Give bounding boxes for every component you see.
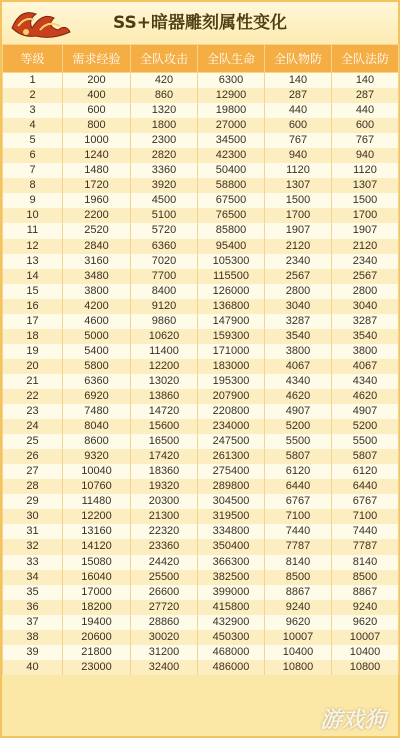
cell-required-exp: 1960 [63,193,131,208]
cell-team-magic-def: 7440 [332,524,399,539]
cell-team-magic-def: 10800 [332,660,399,675]
cell-team-hp: 115500 [198,269,265,284]
cell-team-phys-def: 4340 [265,374,332,389]
table-row [3,223,399,238]
cell-team-magic-def: 1307 [332,178,399,193]
cell-required-exp: 600 [63,103,131,118]
cell-team-phys-def: 600 [265,118,332,133]
cell-team-magic-def: 767 [332,133,399,148]
cell-required-exp: 6360 [63,374,131,389]
cell-level: 27 [3,464,63,479]
table-row [3,344,399,359]
table-row [3,615,399,630]
table-header-row [3,45,399,73]
cell-team-hp: 6300 [198,73,265,89]
cell-team-phys-def: 7787 [265,539,332,554]
cell-team-hp: 95400 [198,239,265,254]
table-row [3,133,399,148]
cell-team-attack: 9860 [131,314,198,329]
cell-team-phys-def: 2567 [265,269,332,284]
cell-team-magic-def: 440 [332,103,399,118]
cell-team-phys-def: 7100 [265,509,332,524]
cell-team-magic-def: 2800 [332,284,399,299]
cell-team-magic-def: 5807 [332,449,399,464]
cell-team-magic-def: 3287 [332,314,399,329]
cell-level: 30 [3,509,63,524]
cell-team-attack: 16500 [131,434,198,449]
cell-team-phys-def: 1500 [265,193,332,208]
cell-level: 37 [3,615,63,630]
cell-team-magic-def: 4620 [332,389,399,404]
cell-team-phys-def: 6440 [265,479,332,494]
cell-required-exp: 200 [63,73,131,89]
cell-team-attack: 1800 [131,118,198,133]
cell-team-attack: 24420 [131,555,198,570]
cell-team-attack: 23360 [131,539,198,554]
cell-team-hp: 183000 [198,359,265,374]
cell-team-attack: 13860 [131,389,198,404]
cell-level: 23 [3,404,63,419]
cell-team-phys-def: 2340 [265,254,332,269]
cell-team-phys-def: 4067 [265,359,332,374]
cell-team-magic-def: 8140 [332,555,399,570]
cell-required-exp: 5400 [63,344,131,359]
cell-team-attack: 2820 [131,148,198,163]
cell-team-hp: 159300 [198,329,265,344]
cell-team-attack: 25500 [131,570,198,585]
cell-level: 25 [3,434,63,449]
cell-level: 2 [3,88,63,103]
cell-required-exp: 17000 [63,585,131,600]
cell-team-attack: 860 [131,88,198,103]
cell-team-hp: 19800 [198,103,265,118]
cell-team-hp: 261300 [198,449,265,464]
table-row [3,359,399,374]
cell-required-exp: 12200 [63,509,131,524]
cell-level: 21 [3,374,63,389]
cell-team-attack: 11400 [131,344,198,359]
cell-team-magic-def: 5200 [332,419,399,434]
cell-level: 9 [3,193,63,208]
cell-team-hp: 319500 [198,509,265,524]
cell-level: 24 [3,419,63,434]
cell-team-phys-def: 1120 [265,163,332,178]
cell-team-hp: 220800 [198,404,265,419]
cell-team-attack: 26600 [131,585,198,600]
table-body [3,73,399,675]
cell-team-attack: 12200 [131,359,198,374]
cell-team-magic-def: 600 [332,118,399,133]
cell-team-magic-def: 4340 [332,374,399,389]
cell-team-attack: 5720 [131,223,198,238]
cell-required-exp: 11480 [63,494,131,509]
cell-team-attack: 5100 [131,208,198,223]
cell-team-magic-def: 1700 [332,208,399,223]
cell-team-magic-def: 2567 [332,269,399,284]
cell-level: 29 [3,494,63,509]
table-row [3,404,399,419]
cell-required-exp: 1480 [63,163,131,178]
cell-team-attack: 7700 [131,269,198,284]
cell-required-exp: 6920 [63,389,131,404]
cell-team-magic-def: 10007 [332,630,399,645]
table-row [3,585,399,600]
cell-level: 13 [3,254,63,269]
cell-required-exp: 3160 [63,254,131,269]
cell-team-magic-def: 287 [332,88,399,103]
header-required-exp: 需求经验 [63,45,131,73]
cell-team-hp: 366300 [198,555,265,570]
cell-team-hp: 468000 [198,645,265,660]
cell-level: 15 [3,284,63,299]
cell-team-attack: 9120 [131,299,198,314]
cell-level: 17 [3,314,63,329]
cell-team-hp: 432900 [198,615,265,630]
cell-level: 40 [3,660,63,675]
cell-team-phys-def: 940 [265,148,332,163]
cell-team-phys-def: 3040 [265,299,332,314]
table-row [3,509,399,524]
cell-team-hp: 195300 [198,374,265,389]
cell-team-magic-def: 6767 [332,494,399,509]
cell-level: 22 [3,389,63,404]
cell-team-phys-def: 3287 [265,314,332,329]
cell-team-attack: 420 [131,73,198,89]
cell-team-magic-def: 3540 [332,329,399,344]
cell-team-magic-def: 4907 [332,404,399,419]
table-row [3,524,399,539]
cell-team-attack: 2300 [131,133,198,148]
cell-team-hp: 247500 [198,434,265,449]
table-row [3,88,399,103]
cell-team-phys-def: 140 [265,73,332,89]
cell-team-hp: 304500 [198,494,265,509]
cell-required-exp: 800 [63,118,131,133]
cell-team-phys-def: 4907 [265,404,332,419]
table-row [3,254,399,269]
cell-team-attack: 6360 [131,239,198,254]
header-team-hp: 全队生命 [198,45,265,73]
cell-required-exp: 18200 [63,600,131,615]
cell-team-attack: 17420 [131,449,198,464]
table-row [3,314,399,329]
table-row [3,374,399,389]
cell-team-attack: 10620 [131,329,198,344]
cell-team-phys-def: 5807 [265,449,332,464]
table-row [3,178,399,193]
cell-required-exp: 14120 [63,539,131,554]
cell-team-attack: 1320 [131,103,198,118]
cell-team-phys-def: 9240 [265,600,332,615]
cell-team-hp: 85800 [198,223,265,238]
cell-level: 31 [3,524,63,539]
cell-team-attack: 28860 [131,615,198,630]
table-row [3,239,399,254]
cell-team-hp: 350400 [198,539,265,554]
table-row [3,73,399,89]
cell-team-magic-def: 10400 [332,645,399,660]
cell-required-exp: 400 [63,88,131,103]
cell-team-phys-def: 8140 [265,555,332,570]
attribute-table [2,44,399,675]
cell-team-magic-def: 7100 [332,509,399,524]
cell-required-exp: 2840 [63,239,131,254]
table-row [3,539,399,554]
cell-team-attack: 3920 [131,178,198,193]
cell-required-exp: 2520 [63,223,131,238]
cell-team-magic-def: 1907 [332,223,399,238]
table-row [3,269,399,284]
cell-team-phys-def: 10800 [265,660,332,675]
cell-level: 19 [3,344,63,359]
cell-team-attack: 4500 [131,193,198,208]
cell-team-hp: 334800 [198,524,265,539]
cell-team-magic-def: 6120 [332,464,399,479]
cell-team-magic-def: 3800 [332,344,399,359]
cell-level: 28 [3,479,63,494]
cell-team-phys-def: 1907 [265,223,332,238]
cell-team-phys-def: 5200 [265,419,332,434]
cell-team-attack: 22320 [131,524,198,539]
cell-required-exp: 9320 [63,449,131,464]
cell-required-exp: 15080 [63,555,131,570]
cell-required-exp: 1240 [63,148,131,163]
cell-team-hp: 289800 [198,479,265,494]
cell-required-exp: 2200 [63,208,131,223]
cell-team-hp: 67500 [198,193,265,208]
cell-level: 39 [3,645,63,660]
cell-required-exp: 4600 [63,314,131,329]
cell-level: 18 [3,329,63,344]
cell-team-attack: 14720 [131,404,198,419]
cell-level: 3 [3,103,63,118]
cell-team-magic-def: 9620 [332,615,399,630]
header-team-phys-def: 全队物防 [265,45,332,73]
cell-team-attack: 27720 [131,600,198,615]
cell-level: 33 [3,555,63,570]
cell-team-hp: 58800 [198,178,265,193]
cell-team-hp: 450300 [198,630,265,645]
cell-team-phys-def: 767 [265,133,332,148]
cell-team-magic-def: 1500 [332,193,399,208]
cell-team-phys-def: 10400 [265,645,332,660]
cell-level: 36 [3,600,63,615]
cell-team-attack: 3360 [131,163,198,178]
cell-team-magic-def: 5500 [332,434,399,449]
cell-team-magic-def: 2340 [332,254,399,269]
cell-team-phys-def: 287 [265,88,332,103]
table-row [3,299,399,314]
cell-team-magic-def: 7787 [332,539,399,554]
cell-team-attack: 20300 [131,494,198,509]
cell-required-exp: 3800 [63,284,131,299]
cell-required-exp: 5000 [63,329,131,344]
cell-required-exp: 20600 [63,630,131,645]
cell-team-phys-def: 1700 [265,208,332,223]
cell-team-magic-def: 8500 [332,570,399,585]
cell-team-magic-def: 940 [332,148,399,163]
cell-level: 11 [3,223,63,238]
table-row [3,103,399,118]
cell-team-phys-def: 6767 [265,494,332,509]
table-row [3,645,399,660]
cell-level: 8 [3,178,63,193]
cell-team-magic-def: 9240 [332,600,399,615]
cell-team-hp: 50400 [198,163,265,178]
cell-team-phys-def: 3800 [265,344,332,359]
cell-required-exp: 16040 [63,570,131,585]
cell-team-attack: 15600 [131,419,198,434]
cell-level: 14 [3,269,63,284]
cell-level: 35 [3,585,63,600]
table-row [3,148,399,163]
table-row [3,630,399,645]
table-row [3,494,399,509]
table-row [3,449,399,464]
cell-team-attack: 8400 [131,284,198,299]
table-row [3,555,399,570]
cell-team-attack: 13020 [131,374,198,389]
table-row [3,479,399,494]
cell-team-phys-def: 2800 [265,284,332,299]
cell-team-phys-def: 2120 [265,239,332,254]
table-row [3,284,399,299]
table-row [3,570,399,585]
cell-team-magic-def: 3040 [332,299,399,314]
cell-level: 10 [3,208,63,223]
cell-team-hp: 234000 [198,419,265,434]
header-team-attack: 全队攻击 [131,45,198,73]
cell-team-magic-def: 6440 [332,479,399,494]
cell-required-exp: 23000 [63,660,131,675]
cell-team-hp: 382500 [198,570,265,585]
cell-team-hp: 486000 [198,660,265,675]
cell-required-exp: 3480 [63,269,131,284]
cell-team-phys-def: 5500 [265,434,332,449]
cell-team-phys-def: 10007 [265,630,332,645]
cell-team-attack: 7020 [131,254,198,269]
cell-level: 38 [3,630,63,645]
cell-team-attack: 21300 [131,509,198,524]
cell-required-exp: 7480 [63,404,131,419]
cell-team-magic-def: 1120 [332,163,399,178]
cell-level: 5 [3,133,63,148]
table-row [3,193,399,208]
table-row [3,434,399,449]
cell-team-hp: 34500 [198,133,265,148]
table-row [3,600,399,615]
cell-level: 16 [3,299,63,314]
header [2,2,398,44]
cell-level: 32 [3,539,63,554]
cell-level: 7 [3,163,63,178]
cell-team-attack: 32400 [131,660,198,675]
table-row [3,389,399,404]
cell-team-phys-def: 440 [265,103,332,118]
header-team-magic-def: 全队法防 [332,45,399,73]
cell-team-hp: 136800 [198,299,265,314]
cell-team-phys-def: 9620 [265,615,332,630]
table-row [3,464,399,479]
cell-team-hp: 147900 [198,314,265,329]
cell-team-hp: 42300 [198,148,265,163]
cell-level: 4 [3,118,63,133]
cell-team-attack: 30020 [131,630,198,645]
cell-required-exp: 4200 [63,299,131,314]
cell-team-hp: 275400 [198,464,265,479]
cell-required-exp: 5800 [63,359,131,374]
cell-team-attack: 18360 [131,464,198,479]
watermark: 游戏狗 [319,708,386,733]
cell-team-attack: 19320 [131,479,198,494]
cell-required-exp: 8600 [63,434,131,449]
cell-team-hp: 207900 [198,389,265,404]
cell-team-magic-def: 2120 [332,239,399,254]
cell-required-exp: 1720 [63,178,131,193]
header-level: 等级 [3,45,63,73]
cell-team-hp: 27000 [198,118,265,133]
cell-team-hp: 126000 [198,284,265,299]
cell-team-hp: 76500 [198,208,265,223]
cell-required-exp: 8040 [63,419,131,434]
cell-required-exp: 21800 [63,645,131,660]
table-row [3,163,399,178]
cell-team-hp: 415800 [198,600,265,615]
table-row [3,660,399,675]
cell-team-phys-def: 8867 [265,585,332,600]
cell-team-magic-def: 140 [332,73,399,89]
cell-required-exp: 1000 [63,133,131,148]
cell-team-hp: 171000 [198,344,265,359]
cell-team-hp: 12900 [198,88,265,103]
table-row [3,208,399,223]
cell-level: 26 [3,449,63,464]
table-row [3,329,399,344]
cell-required-exp: 10040 [63,464,131,479]
cell-level: 34 [3,570,63,585]
cell-team-hp: 399000 [198,585,265,600]
table-row [3,419,399,434]
cell-team-phys-def: 7440 [265,524,332,539]
cell-team-phys-def: 6120 [265,464,332,479]
cell-required-exp: 19400 [63,615,131,630]
cell-team-phys-def: 3540 [265,329,332,344]
cell-team-phys-def: 4620 [265,389,332,404]
table-row [3,118,399,133]
page-title: SS+暗器雕刻属性变化 [113,13,287,33]
cell-required-exp: 13160 [63,524,131,539]
cell-team-hp: 105300 [198,254,265,269]
cell-team-attack: 31200 [131,645,198,660]
cell-team-phys-def: 8500 [265,570,332,585]
cell-level: 1 [3,73,63,89]
cell-level: 12 [3,239,63,254]
cell-team-phys-def: 1307 [265,178,332,193]
cell-level: 6 [3,148,63,163]
cell-team-magic-def: 8867 [332,585,399,600]
cell-required-exp: 10760 [63,479,131,494]
cell-level: 20 [3,359,63,374]
cell-team-magic-def: 4067 [332,359,399,374]
